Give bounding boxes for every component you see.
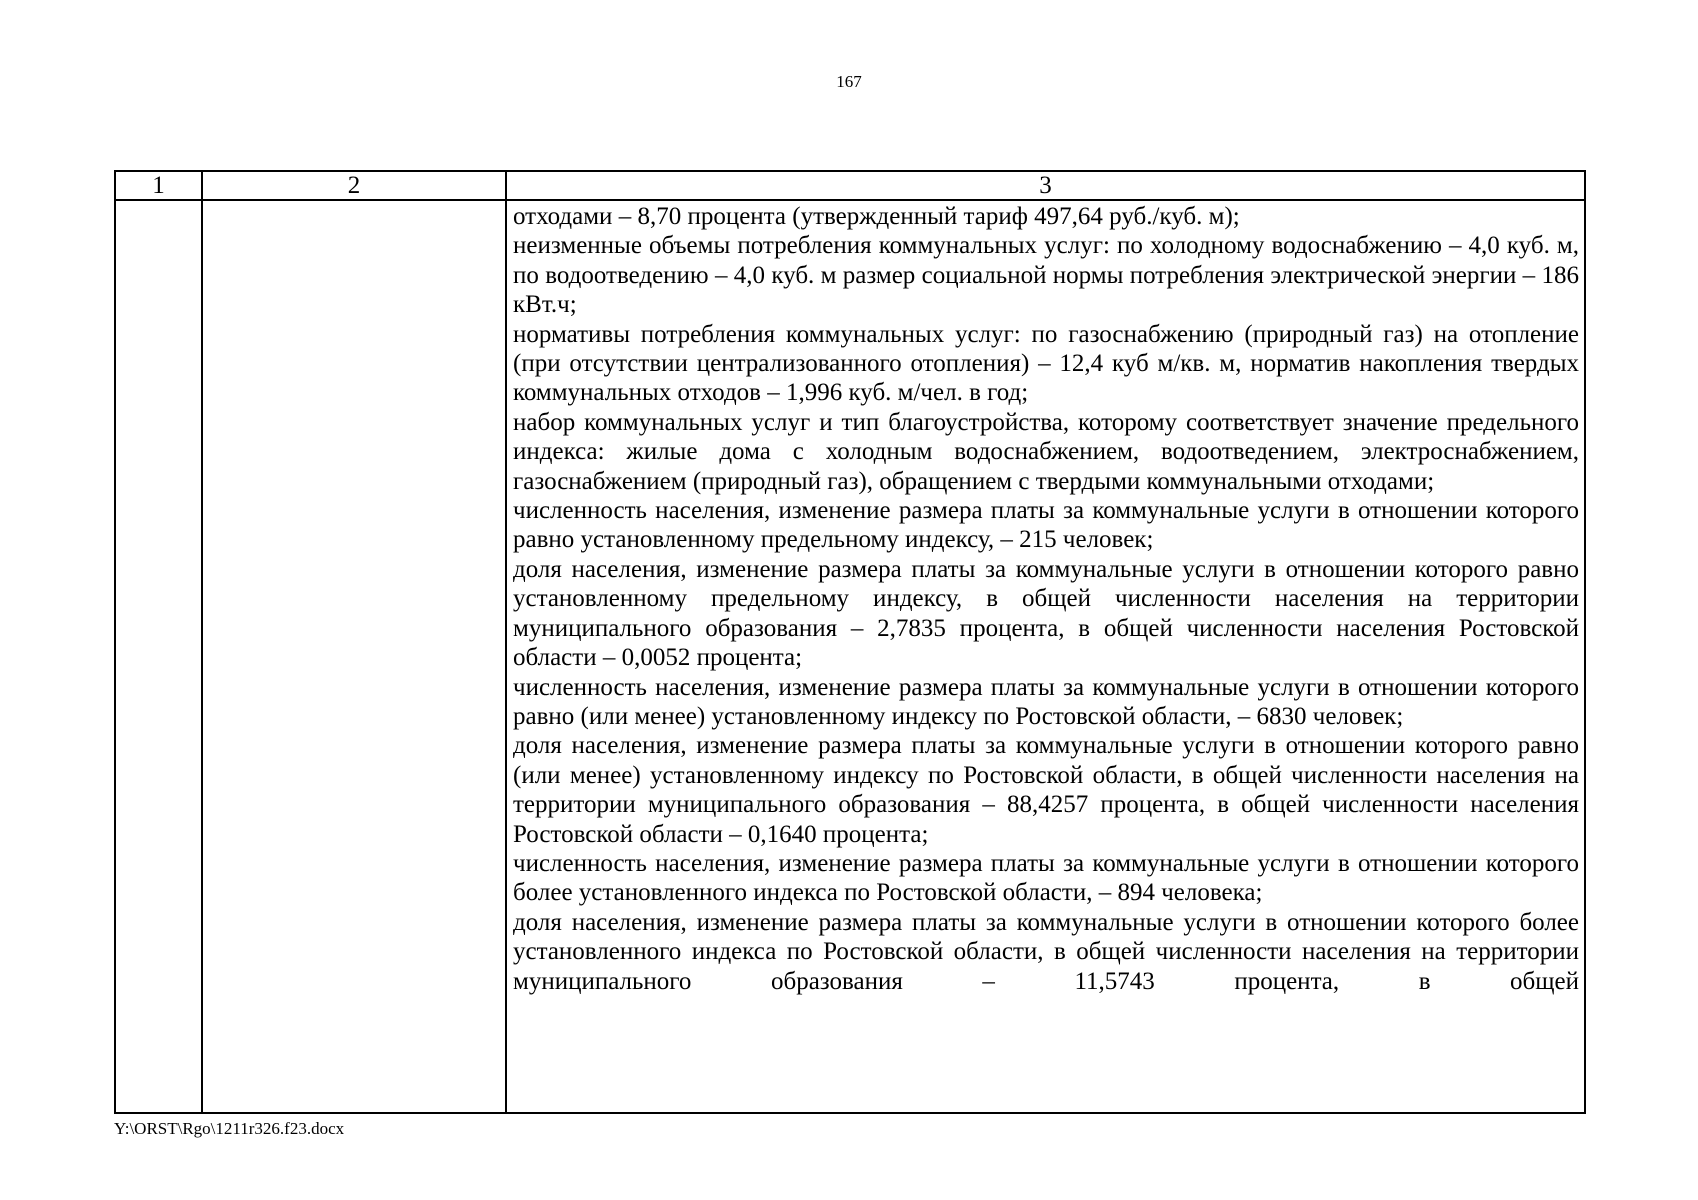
table-header-row bbox=[115, 171, 1585, 200]
paragraph-consumption-norms: нормативы потребления коммунальных услуг: по газоснабжению (природный газ) на отопление (при отсутствии централизованного отопления) – 12,4 куб м/кв. м, норматив накопления твердых коммунальных отходов – 1,996 куб. м/чел. в год; bbox=[513, 320, 1579, 407]
column-header-2: 2 bbox=[202, 171, 506, 200]
column-header-1: 1 bbox=[115, 171, 202, 200]
column-1-cell bbox=[115, 200, 202, 1113]
document-table bbox=[114, 170, 1586, 1114]
paragraph-population-above-index: численность населения, изменение размера платы за коммунальные услуги в отношении которого более установленного индекса по Ростовской области, – 894 человека; bbox=[513, 849, 1579, 907]
column-header-3: 3 bbox=[506, 171, 1585, 200]
paragraph-population-equal-or-less: численность населения, изменение размера платы за коммунальные услуги в отношении которого равно (или менее) установленному индексу по Ростовской области, – 6830 человек; bbox=[513, 673, 1579, 730]
table-body-row bbox=[115, 200, 1585, 1113]
footer-file-path: Y:\ORST\Rgo\1211r326.f23.docx bbox=[114, 1119, 345, 1138]
column-2-cell bbox=[202, 200, 506, 1113]
paragraph-services-set: набор коммунальных услуг и тип благоустройства, которому соответствует значение предельного индекса: жилые дома с холодным водоснабжением, водоотведением, электроснабжением, газоснабжением (природный газ), обращением с твердыми коммунальными отходами; bbox=[513, 408, 1579, 495]
paragraph-consumption-volumes: неизменные объемы потребления коммунальных услуг: по холодному водоснабжению – 4,0 куб. м, по водоотведению – 4,0 куб. м размер социальной нормы потребления электрической энергии – 186 кВт.ч; bbox=[513, 232, 1579, 319]
paragraph-share-equal-or-less: доля населения, изменение размера платы за коммунальные услуги в отношении которого равно (или менее) установленному индексу по Ростовской области, в общей численности населения на территории муниципального образования – 88,4257 процента, в общей численности населения Ростовской области – 0,1640 процента; bbox=[513, 732, 1579, 848]
paragraph-population-equal-limit: численность населения, изменение размера платы за коммунальные услуги в отношении которого равно установленному предельному индексу, – 215 человек; bbox=[513, 497, 1579, 554]
paragraph-waste-tariff: отходами – 8,70 процента (утвержденный тариф 497,64 руб./куб. м); bbox=[513, 203, 1240, 230]
paragraph-share-above-index: доля населения, изменение размера платы за коммунальные услуги в отношении которого более установленного индекса по Ростовской области, в общей численности населения на территории муниципального образования – 11,5743 процента, в общей bbox=[513, 908, 1579, 995]
page-number: 167 bbox=[836, 72, 862, 91]
column-3-cell bbox=[506, 200, 1585, 1113]
paragraph-share-equal-limit: доля населения, изменение размера платы за коммунальные услуги в отношении которого равно установленному предельному индексу, в общей численности населения на территории муниципального образования – 2,7835 процента, в общей численности населения Ростовской области – 0,0052 процента; bbox=[513, 555, 1579, 672]
